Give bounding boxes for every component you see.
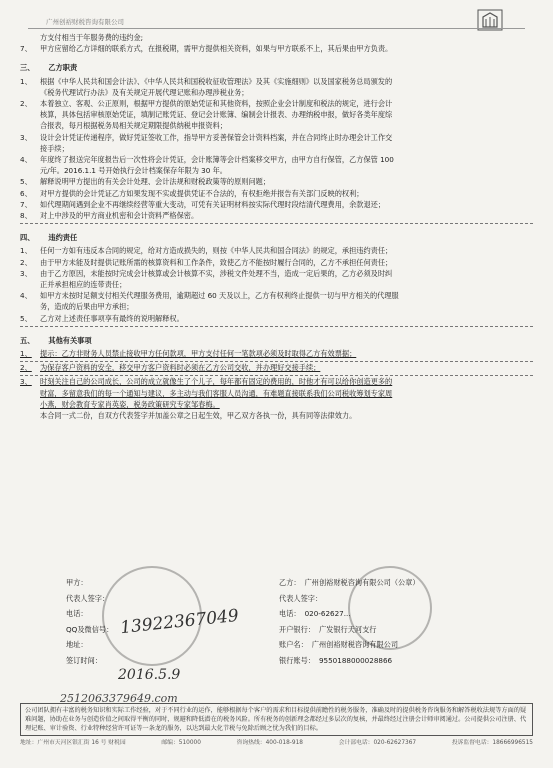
list-item: 3、 时刻关注自己的公司成长，公司的成立就像生了个儿子，每年都有固定的费用的，时他才有可以给你创造更多的 [20, 377, 393, 387]
list-item-continuation: 小燕，财会教育专家肖英姿，税务政策研究专家邹春梅。 [40, 399, 220, 409]
list-item-continuation: 接手续； [40, 143, 69, 153]
section-heading: 三、 乙方职责 [20, 63, 78, 73]
footer-postcode: 邮编：510000 [161, 740, 201, 746]
list-item: 2、 由于甲方未能及时提供记账所需的核算资料和工作条件，致使乙方不能按时履行合同的，乙方不承担任何责任； [20, 257, 393, 267]
list-item: 5、 乙方对上述责任事项享有最终的说明解释权。 [20, 313, 184, 323]
list-item-continuation: 正并承担相应的连带责任； [40, 280, 127, 290]
list-item: 2、 为保存客户资料的安全，移交甲方客户资料时必须在乙方公司交收，并办理好交接手续； [20, 363, 321, 373]
party-a-handwritten-phone: 13922367049 [119, 605, 240, 639]
party-a-signature-block [66, 575, 113, 668]
list-item: 1、 根据《中华人民共和国会计法》、《中华人民共和国税收征收管理法》及其《实施细则》以及国家税务总局颁发的 [20, 76, 393, 86]
list-item: 4、 如甲方未按时足额支付相关代理服务费用，逾期超过 60 天及以上，乙方有权利终止提供一切与甲方相关的代理服 [20, 291, 399, 301]
intro-line: 方支付相当于年服务费的违约金; [40, 33, 144, 42]
list-item-continuation: 元/年。2016.1.1 号开始执行会计档案保存年限为 30 年。 [40, 166, 227, 176]
party-a-row: 甲方： [66, 578, 88, 587]
footer-hotline: 咨询热线：400-018-918 [236, 740, 303, 746]
party-b-row: 电话： 020-62627... [279, 609, 351, 618]
party-b-row: 乙方： 广州创裕财税咨询有限公司（公章） [279, 578, 420, 587]
contract-body [20, 32, 533, 421]
list-item: 4、 年度终了报送完年度报告后一次性将会计凭证，会计账簿等会计档案移交甲方，由甲方自行保管，乙方保管 100 [20, 155, 394, 165]
party-a-row: QQ及微信号： [66, 624, 114, 634]
party-a-row: 代表人签字： [66, 593, 110, 603]
footer-contact-bar [20, 739, 533, 748]
party-b-row: 开户银行： 广发银行天河支行 [279, 624, 377, 634]
party-b-row: 代表人签字： [279, 593, 323, 603]
party-a-row: 地址： [66, 640, 88, 649]
intro-line: 7、 甲方应留给乙方详细的联系方式，在报税期，需甲方提供相关资料，如果与甲方联系不上，其后果由甲方负责。 [20, 44, 393, 54]
party-b-row: 银行账号： 9550188000028866 [279, 655, 393, 665]
list-item-continuation: 《税务代理试行办法》及有关规定开展代理记账和办理涉税业务； [40, 87, 249, 97]
party-b-row: 账户名： 广州创裕财税咨询有限公司 [279, 640, 399, 649]
list-item: 2、 本着独立、客观、公正原则，根据甲方提供的原始凭证和其他资料，按照企业会计制度和税法的规定，进行会计 [20, 99, 393, 109]
party-a-row: 电话： [66, 609, 88, 618]
list-item-continuation: 核算，具体包括审核原始凭证，填制记账凭证、登记会计账簿、编制会计报表、办理纳税申报，做好各类年度综 [40, 110, 393, 120]
section-heading: 四、 违约责任 [20, 233, 78, 243]
list-item: 8、 对上中涉及的甲方商业机密和会计资料严格保密。 [20, 211, 199, 221]
header-company-name: 广州创裕财税咨询有限公司 [46, 18, 124, 26]
list-item-continuation: 财富，多留意我们的每一个通知与建议，多主动与我们客服人员沟通，有难题直接联系我们公司税收筹划专家周 [40, 388, 393, 398]
section-divider [20, 223, 533, 224]
footer-address: 地址：广州市天河区银汇街 16 号 财税园 [20, 740, 126, 746]
party-b-signature-block [279, 575, 420, 668]
section-divider [20, 326, 533, 327]
footer-accounting-phone: 会计部电话：020-62627367 [338, 740, 417, 746]
list-item: 7、 如代理期间遇到企业不再继续经营等重大变动，可凭有关证明材料按实际代理时段结清代理费用，余款退还； [20, 199, 386, 209]
party-a-handwritten-date: 2016.5.9 [118, 667, 181, 683]
handwritten-note: 2512063379649.com [60, 692, 178, 705]
list-item: 6、 对甲方提供的会计凭证乙方如果发现不实或提供凭证不合法的，有权拒绝并报告有关部门反映的权利； [20, 188, 364, 198]
footer-company-intro: 公司团队拥有丰富的税务知识和实际工作经验，对于不同行业的运作，能够根据每个客户的需求和目标提供前瞻性的税务服务，准确及时的提供税务咨询服务和解答税收法规等方面的疑难问题，协助在业务与创造价值之间取得平衡的同时，规避和降低潜在的税务风险。所有税务的创新理念都经过多层次的复核，并最终经过注册会计师审阅通过。公司提供公司注册、代理记账、审计验资、行业特种经营许可证等一条龙的服务，以达到最大化节税与免除后顾之忧为我们的目标。 [20, 703, 533, 736]
footer-complaint-phone: 投诉监督电话：18666996515 [451, 740, 533, 746]
closing-statement: 本合同一式二份，自双方代表签字并加盖公章之日起生效，甲乙双方各执一份，具有同等法律效力。 [40, 411, 357, 421]
header-divider [28, 28, 525, 29]
section-heading: 五、 其他有关事项 [20, 335, 92, 345]
list-item-continuation: 合报表，每月根据税务局相关规定期限提供纳税申报资料； [40, 121, 227, 131]
list-item: 3、 由于乙方原因，未能按时完成会计核算或会计核算不实，涉税文件处理不当，造成一定后果的，乙方必须及时纠 [20, 268, 393, 278]
list-item: 3、 设计会计凭证传递程序，做好凭证签收工作，指导甲方妥善保管会计资料档案，并在合同终止时办理会计工作交 [20, 132, 393, 142]
list-item: 5、 解释说明甲方提出的有关会计处理、会计法规和财税政策等的原则问题； [20, 177, 271, 187]
party-a-row: 签订时间： [66, 655, 102, 665]
list-item: 1、 任何一方如有违反本合同的规定，给对方造成损失的，则按《中华人民共和国合同法》的规定，承担违约责任； [20, 246, 393, 256]
page-footer [20, 703, 533, 748]
list-item-continuation: 务，造成的后果由甲方承担； [40, 302, 134, 312]
list-item: 1、 提示：乙方非财务人员禁止接收甲方任何款项，甲方支付任何一笔款项必须及时取得乙方有效票据； [20, 349, 357, 359]
